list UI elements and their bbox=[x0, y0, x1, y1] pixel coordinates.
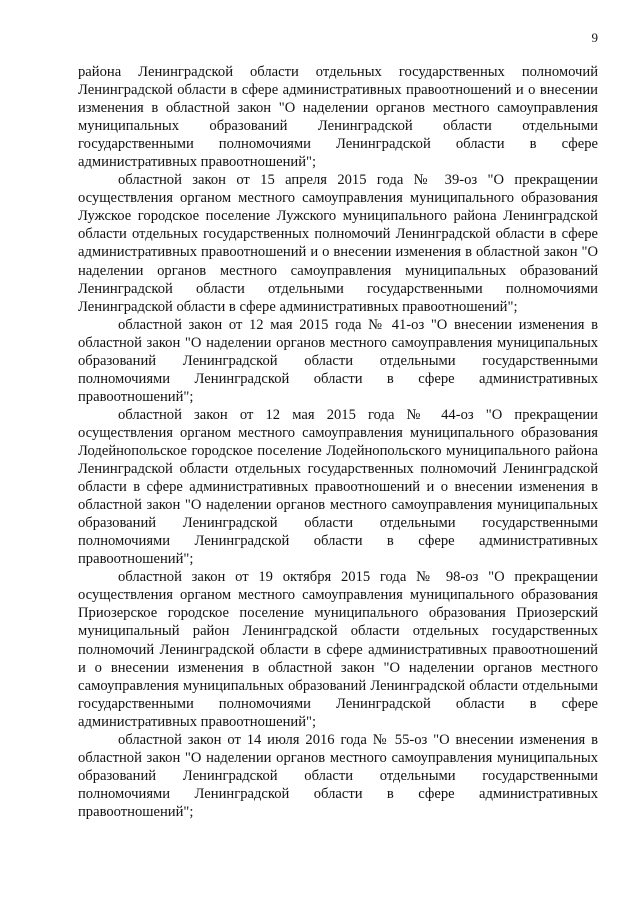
paragraph-law-41-oz: областной закон от 12 мая 2015 года № 41-оз "О внесении изменения в областной закон "О наделении органов местного самоуправления муниципальных образований Ленинградской области отдельными государственными полномочиями Ленинградской области в сфере административных правоотношений"; bbox=[78, 316, 598, 405]
paragraph-law-98-oz: областной закон от 19 октября 2015 года № 98-оз "О прекращении осуществления органом местного самоуправления муниципального образования Приозерское городское поселение муниципального образования Приозерский муниципальный район Ленинградской области отдельных государственных полномочий Ленинградской области в сфере административных правоотношений и о внесении изменения в областной закон "О наделении органов местного самоуправления муниципальных образований Ленинградской области отдельными государственными полномочиями Ленинградской области в сфере административных правоотношений"; bbox=[78, 569, 598, 730]
paragraph-law-55-oz: областной закон от 14 июля 2016 года № 55-оз "О внесении изменения в областной закон "О наделении органов местного самоуправления муниципальных образований Ленинградской области отдельными государственными полномочиями Ленинградской области в сфере административных правоотношений"; bbox=[78, 731, 598, 820]
paragraph-continuation: района Ленинградской области отдельных государственных полномочий Ленинградской области в сфере административных правоотношений и о внесении изменения в областной закон "О наделении органов местного самоуправления муниципальных образований Ленинградской области отдельными государственными полномочиями Ленинградской области в сфере административных правоотношений"; bbox=[78, 64, 598, 171]
page-number: 9 bbox=[591, 30, 598, 45]
paragraph-law-39-oz: областной закон от 15 апреля 2015 года № 39-оз "О прекращении осуществления органом местного самоуправления муниципального образования Лужское городское поселение Лужского муниципального района Ленинградской области отдельных государственных полномочий Ленинградской области в сфере административных правоотношений и о внесении изменения в областной закон "О наделении органов местного самоуправления муниципальных образований Ленинградской области отдельными государственными полномочиями Ленинградской области в сфере административных правоотношений"; bbox=[78, 172, 598, 315]
document-body bbox=[78, 63, 598, 821]
paragraph-law-44-oz: областной закон от 12 мая 2015 года № 44-оз "О прекращении осуществления органом местного самоуправления муниципального образования Лодейнопольское городское поселение Лодейнопольского муниципального района Ленинградской области отдельных государственных полномочий Ленинградской области в сфере административных правоотношений и о внесении изменения в областной закон "О наделении органов местного самоуправления муниципальных образований Ленинградской области отдельными государственными полномочиями Ленинградской области в сфере административных правоотношений"; bbox=[78, 406, 598, 568]
